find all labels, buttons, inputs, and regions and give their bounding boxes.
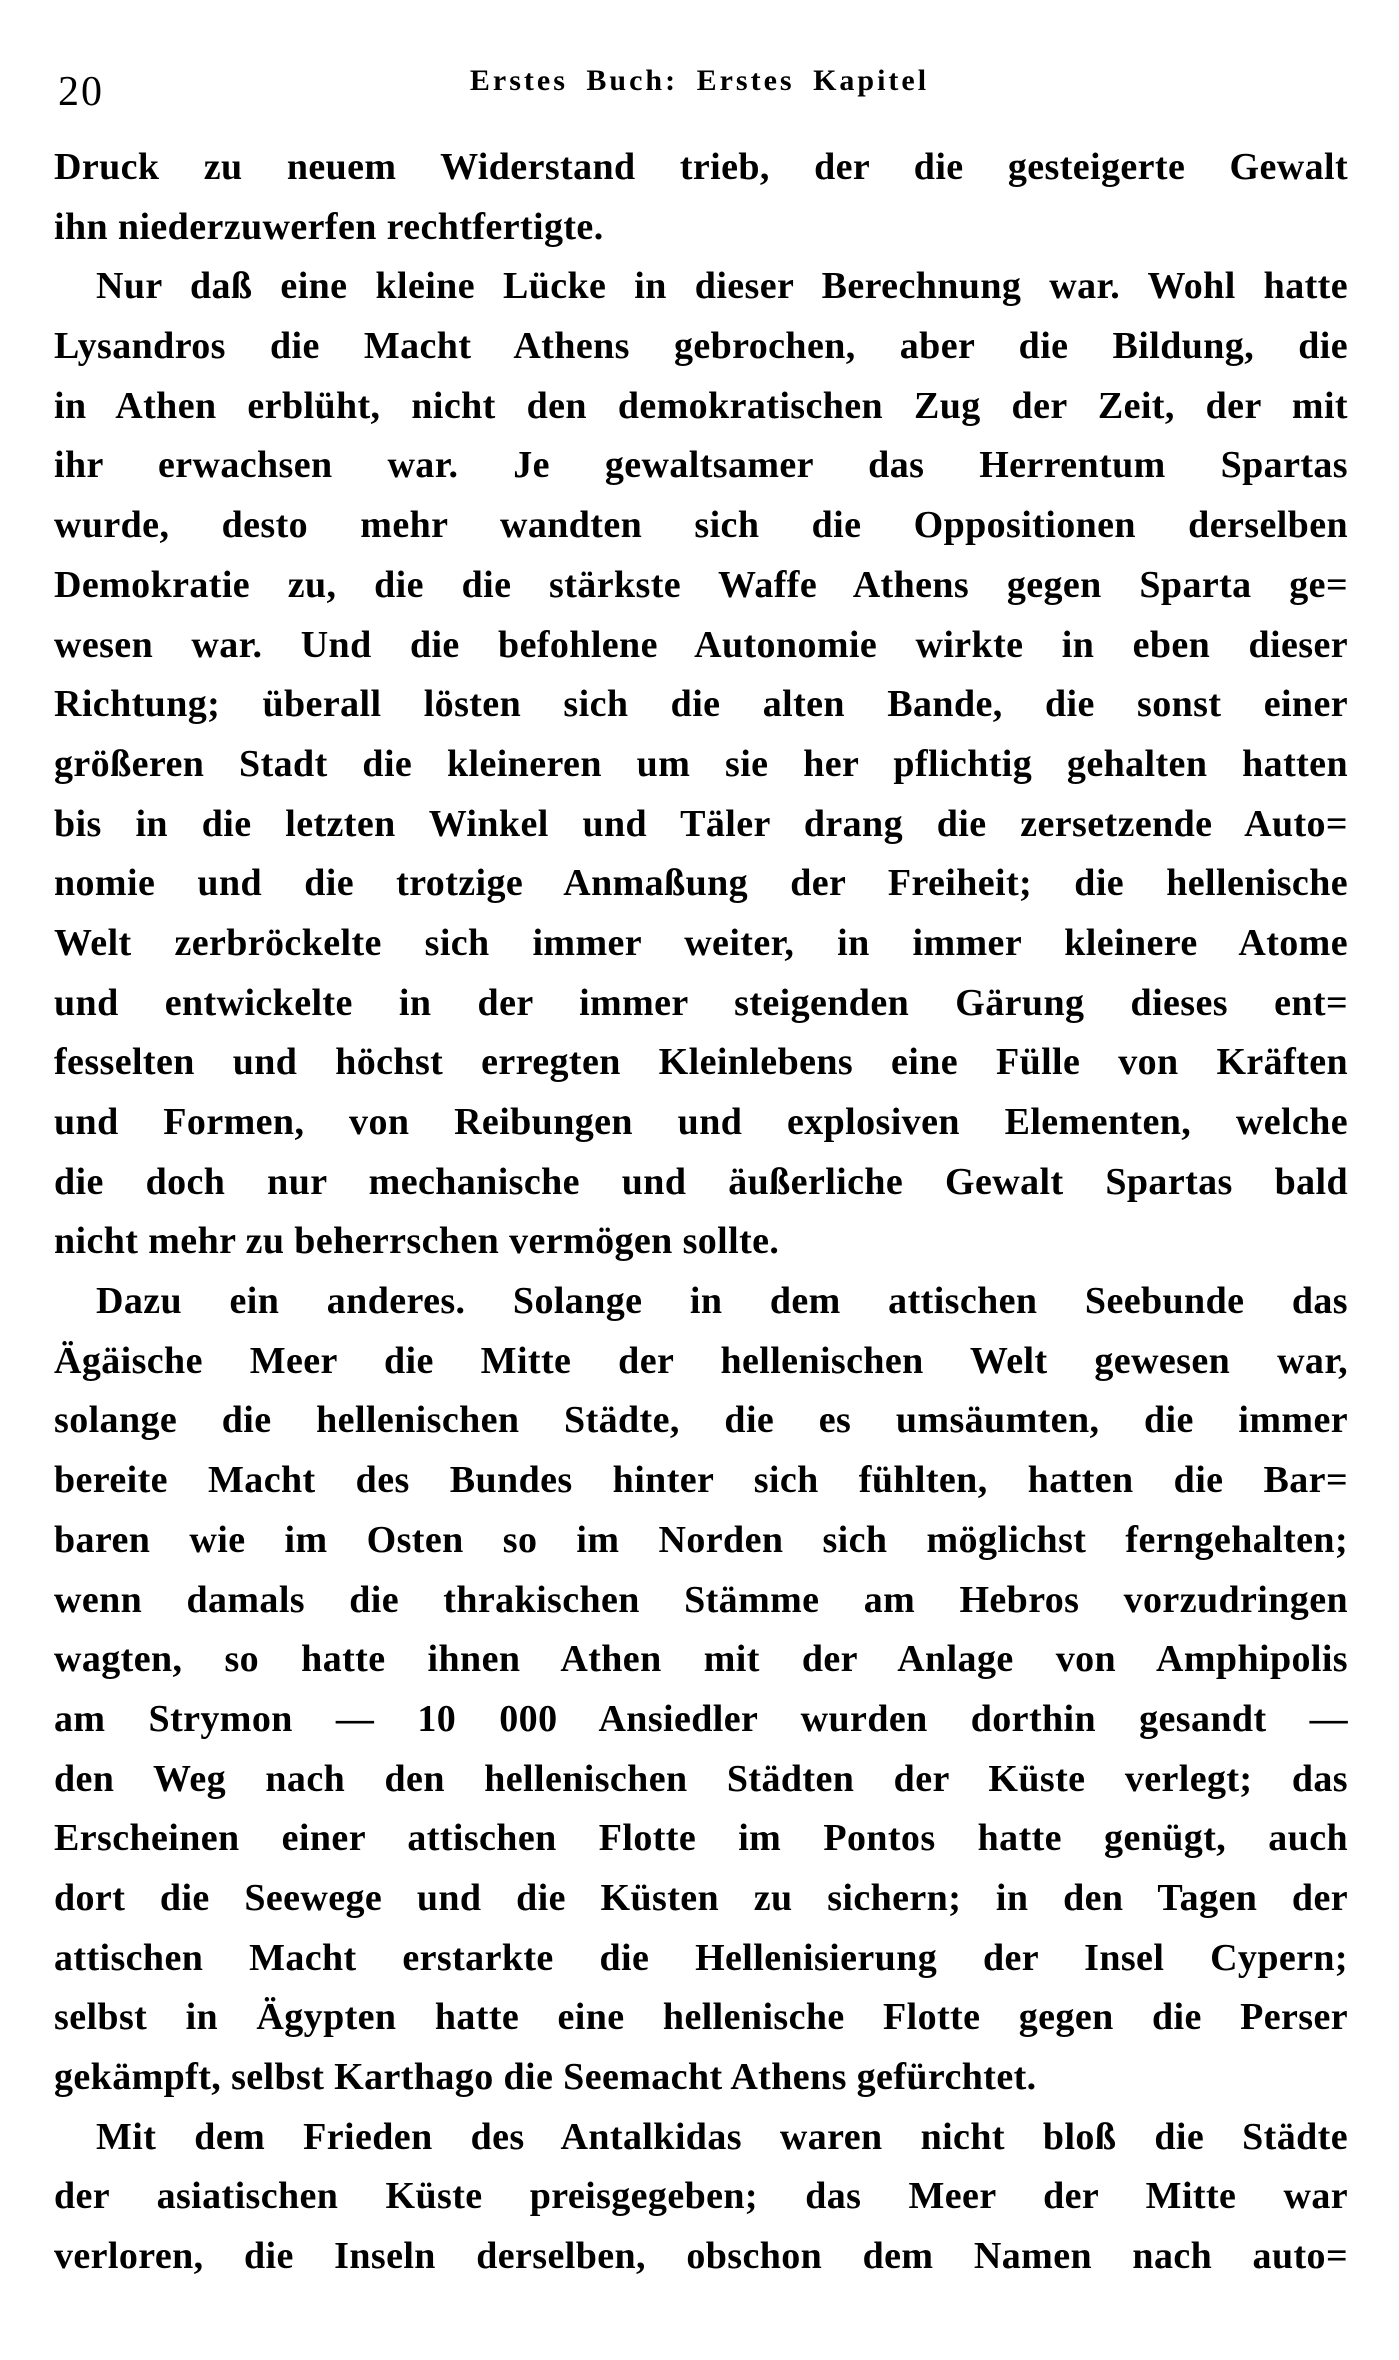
- text-line: Lysandros die Macht Athens gebrochen, aber die Bildung, die: [54, 325, 1348, 368]
- text-line: verloren, die Inseln derselben, obschon dem Namen nach auto=: [54, 2235, 1348, 2278]
- text-line: selbst in Ägypten hatte eine hellenische Flotte gegen die Perser: [54, 1996, 1348, 2039]
- text-line: wesen war. Und die befohlene Autonomie wirkte in eben dieser: [54, 623, 1348, 666]
- text-line: dort die Seewege und die Küsten zu sichern; in den Tagen der: [54, 1876, 1348, 1919]
- text-line: solange die hellenischen Städte, die es umsäumten, die immer: [54, 1399, 1348, 1442]
- text-line: ihn niederzuwerfen rechtfertigte.: [54, 205, 604, 248]
- text-line: den Weg nach den hellenischen Städten der Küste verlegt; das: [54, 1757, 1348, 1800]
- text-line: bereite Macht des Bundes hinter sich fühlten, hatten die Bar=: [54, 1459, 1348, 1502]
- text-line: wenn damals die thrakischen Stämme am Hebros vorzudringen: [54, 1578, 1348, 1621]
- text-line: nomie und die trotzige Anmaßung der Freiheit; die hellenische: [54, 862, 1348, 905]
- text-line: größeren Stadt die kleineren um sie her pflichtig gehalten hatten: [54, 742, 1348, 785]
- text-line: gekämpft, selbst Karthago die Seemacht Athens gefürchtet.: [54, 2056, 1037, 2098]
- text-line: Nur daß eine kleine Lücke in dieser Berechnung war. Wohl hatte: [96, 265, 1348, 308]
- text-line: und entwickelte in der immer steigenden Gärung dieses ent=: [54, 981, 1348, 1024]
- text-line: fesselten und höchst erregten Kleinlebens eine Fülle von Kräften: [54, 1041, 1348, 1084]
- text-line: Erscheinen einer attischen Flotte im Pontos hatte genügt, auch: [54, 1817, 1348, 1860]
- text-line: ihr erwachsen war. Je gewaltsamer das Herrentum Spartas: [54, 444, 1348, 487]
- text-line: Demokratie zu, die die stärkste Waffe Athens gegen Sparta ge=: [54, 563, 1348, 606]
- running-head: Erstes Buch: Erstes Kapitel: [469, 64, 930, 97]
- text-line: wagten, so hatte ihnen Athen mit der Anlage von Amphipolis: [54, 1638, 1348, 1681]
- text-line: und Formen, von Reibungen und explosiven Elementen, welche: [54, 1101, 1348, 1143]
- text-line: Ägäische Meer die Mitte der hellenischen Welt gewesen war,: [54, 1339, 1348, 1382]
- text-line: am Strymon — 10 000 Ansiedler wurden dorthin gesandt —: [54, 1697, 1348, 1740]
- text-line: nicht mehr zu beherrschen vermögen sollte.: [54, 1220, 780, 1263]
- text-line: bis in die letzten Winkel und Täler drang die zersetzende Auto=: [54, 802, 1348, 845]
- text-line: wurde, desto mehr wandten sich die Oppositionen derselben: [54, 504, 1348, 547]
- text-column: [54, 138, 1348, 2287]
- text-line: Druck zu neuem Widerstand trieb, der die gesteigerte Gewalt: [54, 146, 1348, 188]
- text-line: die doch nur mechanische und äußerliche Gewalt Spartas bald: [54, 1160, 1348, 1203]
- text-line: Dazu ein anderes. Solange in dem attischen Seebunde das: [96, 1280, 1348, 1323]
- text-line: Mit dem Frieden des Antalkidas waren nicht bloß die Städte: [96, 2115, 1348, 2158]
- text-line: baren wie im Osten so im Norden sich möglichst ferngehalten;: [54, 1518, 1348, 1561]
- page-number: 20: [58, 69, 104, 115]
- text-line: attischen Macht erstarkte die Hellenisierung der Insel Cypern;: [54, 1936, 1348, 1979]
- text-line: Richtung; überall lösten sich die alten Bande, die sonst einer: [54, 683, 1348, 726]
- text-line: der asiatischen Küste preisgegeben; das Meer der Mitte war: [54, 2175, 1348, 2218]
- text-line: in Athen erblüht, nicht den demokratischen Zug der Zeit, der mit: [54, 384, 1348, 427]
- text-line: Welt zerbröckelte sich immer weiter, in immer kleinere Atome: [54, 921, 1348, 964]
